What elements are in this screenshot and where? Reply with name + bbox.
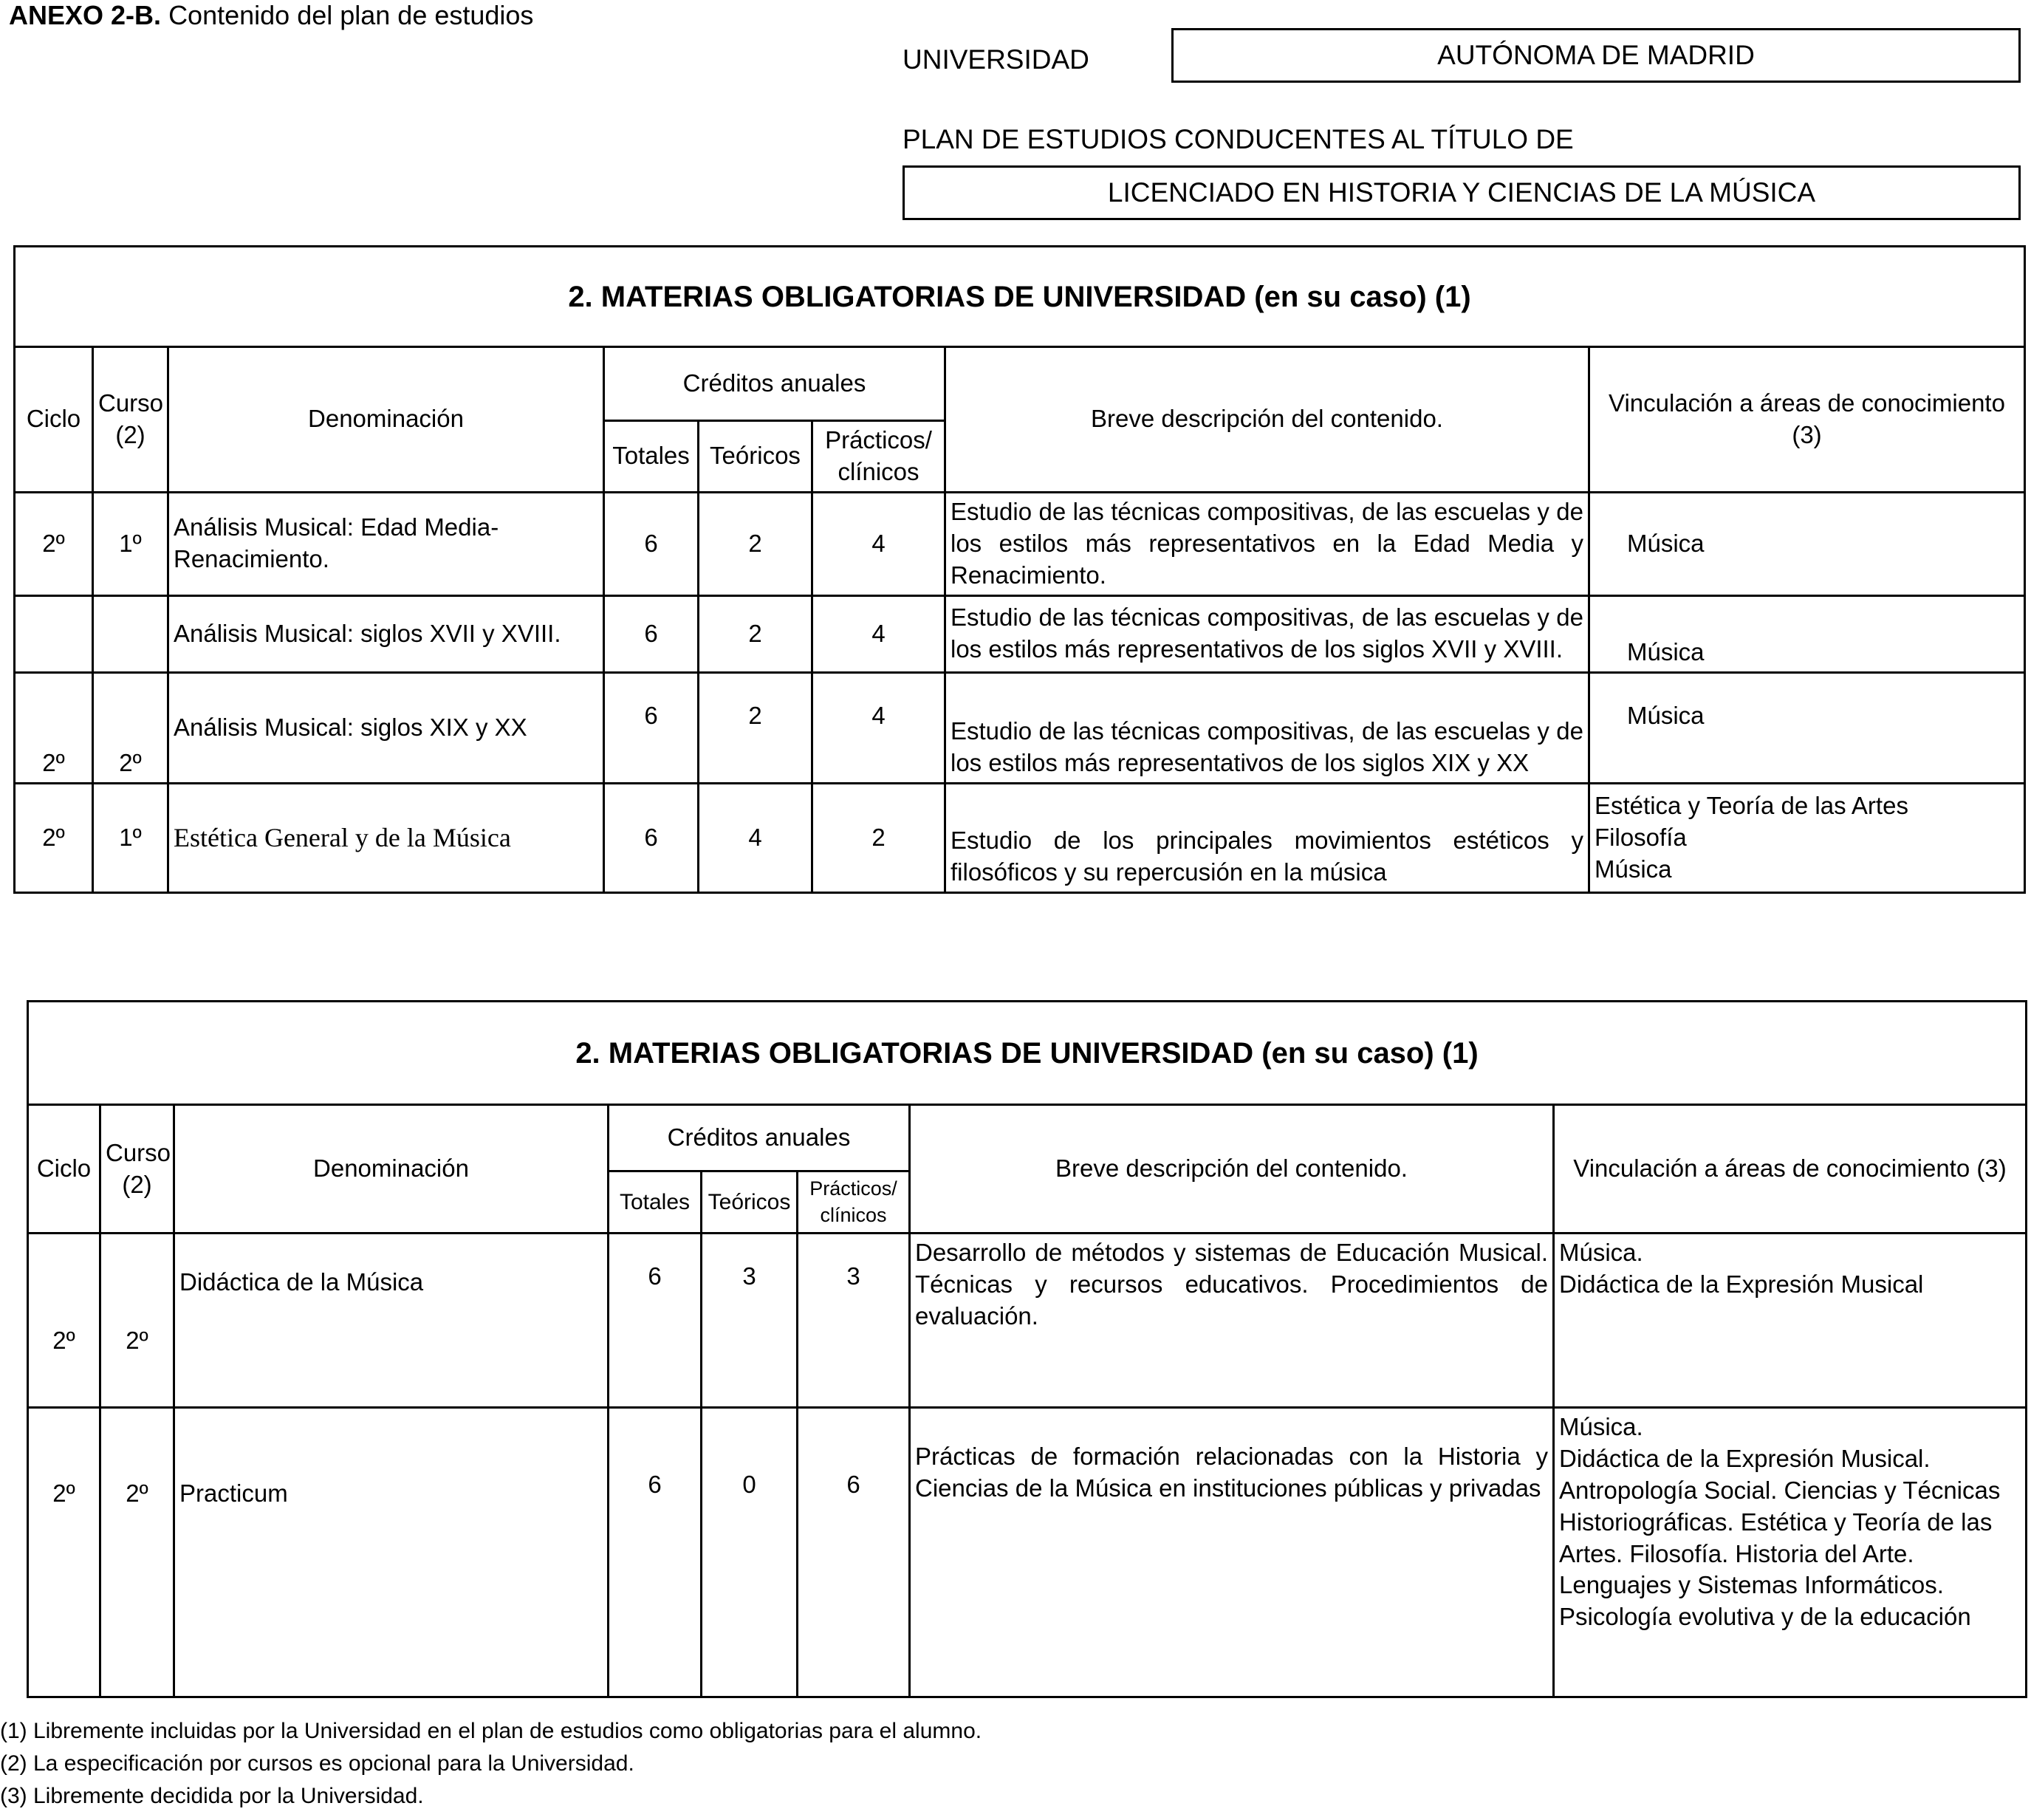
- cell-practicos: 6: [798, 1408, 910, 1697]
- cell-areas: [1589, 783, 2025, 892]
- anexo-title: Contenido del plan de estudios: [168, 0, 534, 30]
- cell-ciclo: 2º: [15, 783, 93, 892]
- cell-area: Música: [1589, 492, 2025, 595]
- cell-practicos: 4: [812, 672, 945, 783]
- area-item: Lenguajes y Sistemas Informáticos.: [1559, 1571, 1944, 1599]
- table2-title-rest: (en su caso) (1): [1253, 1036, 1479, 1070]
- footnote-2: (2) La especificación por cursos es opcional para la Universidad.: [0, 1751, 634, 1776]
- cell-denominacion: Didáctica de la Música: [174, 1234, 609, 1408]
- cell-totales: 6: [604, 492, 699, 595]
- header-totales: Totales: [609, 1171, 702, 1234]
- area-item: Didáctica de la Expresión Musical.: [1559, 1444, 1931, 1472]
- header-denominacion: Denominación: [168, 347, 604, 493]
- cell-descripcion: Prácticas de formación relacionadas con la Historia y Ciencias de la Música en instituciones públicas y privadas: [910, 1408, 1554, 1697]
- cell-totales: 6: [604, 783, 699, 892]
- cell-totales: 6: [609, 1408, 702, 1697]
- cell-denominacion: Estética General y de la Música: [168, 783, 604, 892]
- header-creditos: Créditos anuales: [609, 1105, 910, 1171]
- footnote-1: (1) Libremente incluidas por la Universidad en el plan de estudios como obligatorias para el alumno.: [0, 1719, 982, 1743]
- materias-table-1: [13, 245, 2026, 894]
- table1-title-bold: 2. MATERIAS OBLIGATORIAS DE UNIVERSIDAD: [568, 280, 1247, 313]
- cell-teoricos: 2: [699, 492, 812, 595]
- header-curso: Curso (2): [100, 1105, 174, 1234]
- cell-area: Música: [1589, 672, 2025, 783]
- header-teoricos: Teóricos: [702, 1171, 798, 1234]
- materias-table-2: [27, 1000, 2027, 1698]
- anexo-heading: [9, 0, 533, 31]
- cell-descripcion: Desarrollo de métodos y sistemas de Educación Musical. Técnicas y recursos educativos. Procedimientos de evaluación.: [910, 1234, 1554, 1408]
- cell-totales: 6: [604, 672, 699, 783]
- header-teoricos: Teóricos: [699, 421, 812, 493]
- area-item: Música.: [1559, 1413, 1643, 1440]
- area-item: Psicología evolutiva y de la educación: [1559, 1603, 1971, 1631]
- cell-teoricos: 2: [699, 672, 812, 783]
- plan-label: PLAN DE ESTUDIOS CONDUCENTES AL TÍTULO DE: [903, 124, 1574, 154]
- anexo-label: ANEXO 2-B.: [9, 0, 162, 30]
- cell-denominacion: Practicum: [174, 1408, 609, 1697]
- header-descripcion: Breve descripción del contenido.: [945, 347, 1589, 493]
- table2-title-bold: 2. MATERIAS OBLIGATORIAS DE UNIVERSIDAD: [575, 1036, 1254, 1070]
- cell-curso: 2º: [100, 1408, 174, 1697]
- area-item: Filosofía: [1595, 823, 1687, 851]
- area-item: Música.: [1559, 1239, 1643, 1266]
- header-practicos: Prácticos/ clínicos: [812, 421, 945, 493]
- table2-title: [28, 1002, 2027, 1105]
- table-row: [15, 492, 2025, 595]
- footnote-3: (3) Libremente decidida por la Universidad.: [0, 1784, 424, 1808]
- table-row: [15, 595, 2025, 672]
- cell-teoricos: 2: [699, 595, 812, 672]
- titulo-value-box: [903, 165, 2021, 220]
- cell-teoricos: 4: [699, 783, 812, 892]
- header-practicos: Prácticos/ clínicos: [798, 1171, 910, 1234]
- cell-practicos: 2: [812, 783, 945, 892]
- table-row: [15, 783, 2025, 892]
- cell-totales: 6: [609, 1234, 702, 1408]
- universidad-value: AUTÓNOMA DE MADRID: [1437, 40, 1755, 70]
- cell-descripcion: Estudio de las técnicas compositivas, de las escuelas y de los estilos más representativos de los siglos XVII y XVIII.: [945, 595, 1589, 672]
- universidad-value-box: [1171, 28, 2021, 83]
- cell-curso: 2º: [100, 1234, 174, 1408]
- cell-ciclo: 2º: [28, 1408, 100, 1697]
- cell-ciclo: 2º: [15, 492, 93, 595]
- titulo-value: LICENCIADO EN HISTORIA Y CIENCIAS DE LA MÚSICA: [1107, 177, 1816, 208]
- area-item: Estética y Teoría de las Artes: [1595, 791, 1908, 819]
- cell-descripcion: Estudio de las técnicas compositivas, de las escuelas y de los estilos más representativos en la Edad Media y Renacimiento.: [945, 492, 1589, 595]
- area-item: Música: [1595, 855, 1672, 883]
- cell-curso: 1º: [93, 783, 168, 892]
- cell-teoricos: 3: [702, 1234, 798, 1408]
- header-descripcion: Breve descripción del contenido.: [910, 1105, 1554, 1234]
- header-curso: Curso (2): [93, 347, 168, 493]
- cell-denominacion: Análisis Musical: Edad Media-Renacimiento.: [168, 492, 604, 595]
- cell-curso: 1º: [93, 492, 168, 595]
- cell-curso: [93, 595, 168, 672]
- cell-ciclo: 2º: [15, 672, 93, 783]
- cell-denominacion: Análisis Musical: siglos XIX y XX: [168, 672, 604, 783]
- cell-areas: [1554, 1234, 2027, 1408]
- cell-denominacion: Análisis Musical: siglos XVII y XVIII.: [168, 595, 604, 672]
- header-vinculacion: Vinculación a áreas de conocimiento (3): [1589, 347, 2025, 493]
- cell-area: Música: [1589, 595, 2025, 672]
- table-row: [28, 1234, 2027, 1408]
- footnotes: [0, 1715, 982, 1813]
- area-item: Didáctica de la Expresión Musical: [1559, 1270, 1924, 1298]
- cell-areas: [1554, 1408, 2027, 1697]
- header-ciclo: Ciclo: [15, 347, 93, 493]
- header-denominacion: Denominación: [174, 1105, 609, 1234]
- header-ciclo: Ciclo: [28, 1105, 100, 1234]
- cell-practicos: 3: [798, 1234, 910, 1408]
- cell-descripcion: Estudio de los principales movimientos estéticos y filosóficos y su repercusión en la música: [945, 783, 1589, 892]
- header-vinculacion: Vinculación a áreas de conocimiento (3): [1554, 1105, 2027, 1234]
- cell-ciclo: [15, 595, 93, 672]
- table1-title: [15, 247, 2025, 347]
- universidad-label: UNIVERSIDAD: [903, 44, 1089, 75]
- cell-practicos: 4: [812, 595, 945, 672]
- cell-curso: 2º: [93, 672, 168, 783]
- table1-title-rest: (en su caso) (1): [1246, 280, 1471, 313]
- table-row: [28, 1408, 2027, 1697]
- area-item: Antropología Social. Ciencias y Técnicas Historiográficas. Estética y Teoría de las Artes. Filosofía. Historia del Arte.: [1559, 1476, 2001, 1567]
- cell-totales: 6: [604, 595, 699, 672]
- header-totales: Totales: [604, 421, 699, 493]
- cell-teoricos: 0: [702, 1408, 798, 1697]
- cell-practicos: 4: [812, 492, 945, 595]
- cell-ciclo: 2º: [28, 1234, 100, 1408]
- cell-descripcion: Estudio de las técnicas compositivas, de las escuelas y de los estilos más representativos de los siglos XIX y XX: [945, 672, 1589, 783]
- table-row: [15, 672, 2025, 783]
- header-creditos: Créditos anuales: [604, 347, 945, 421]
